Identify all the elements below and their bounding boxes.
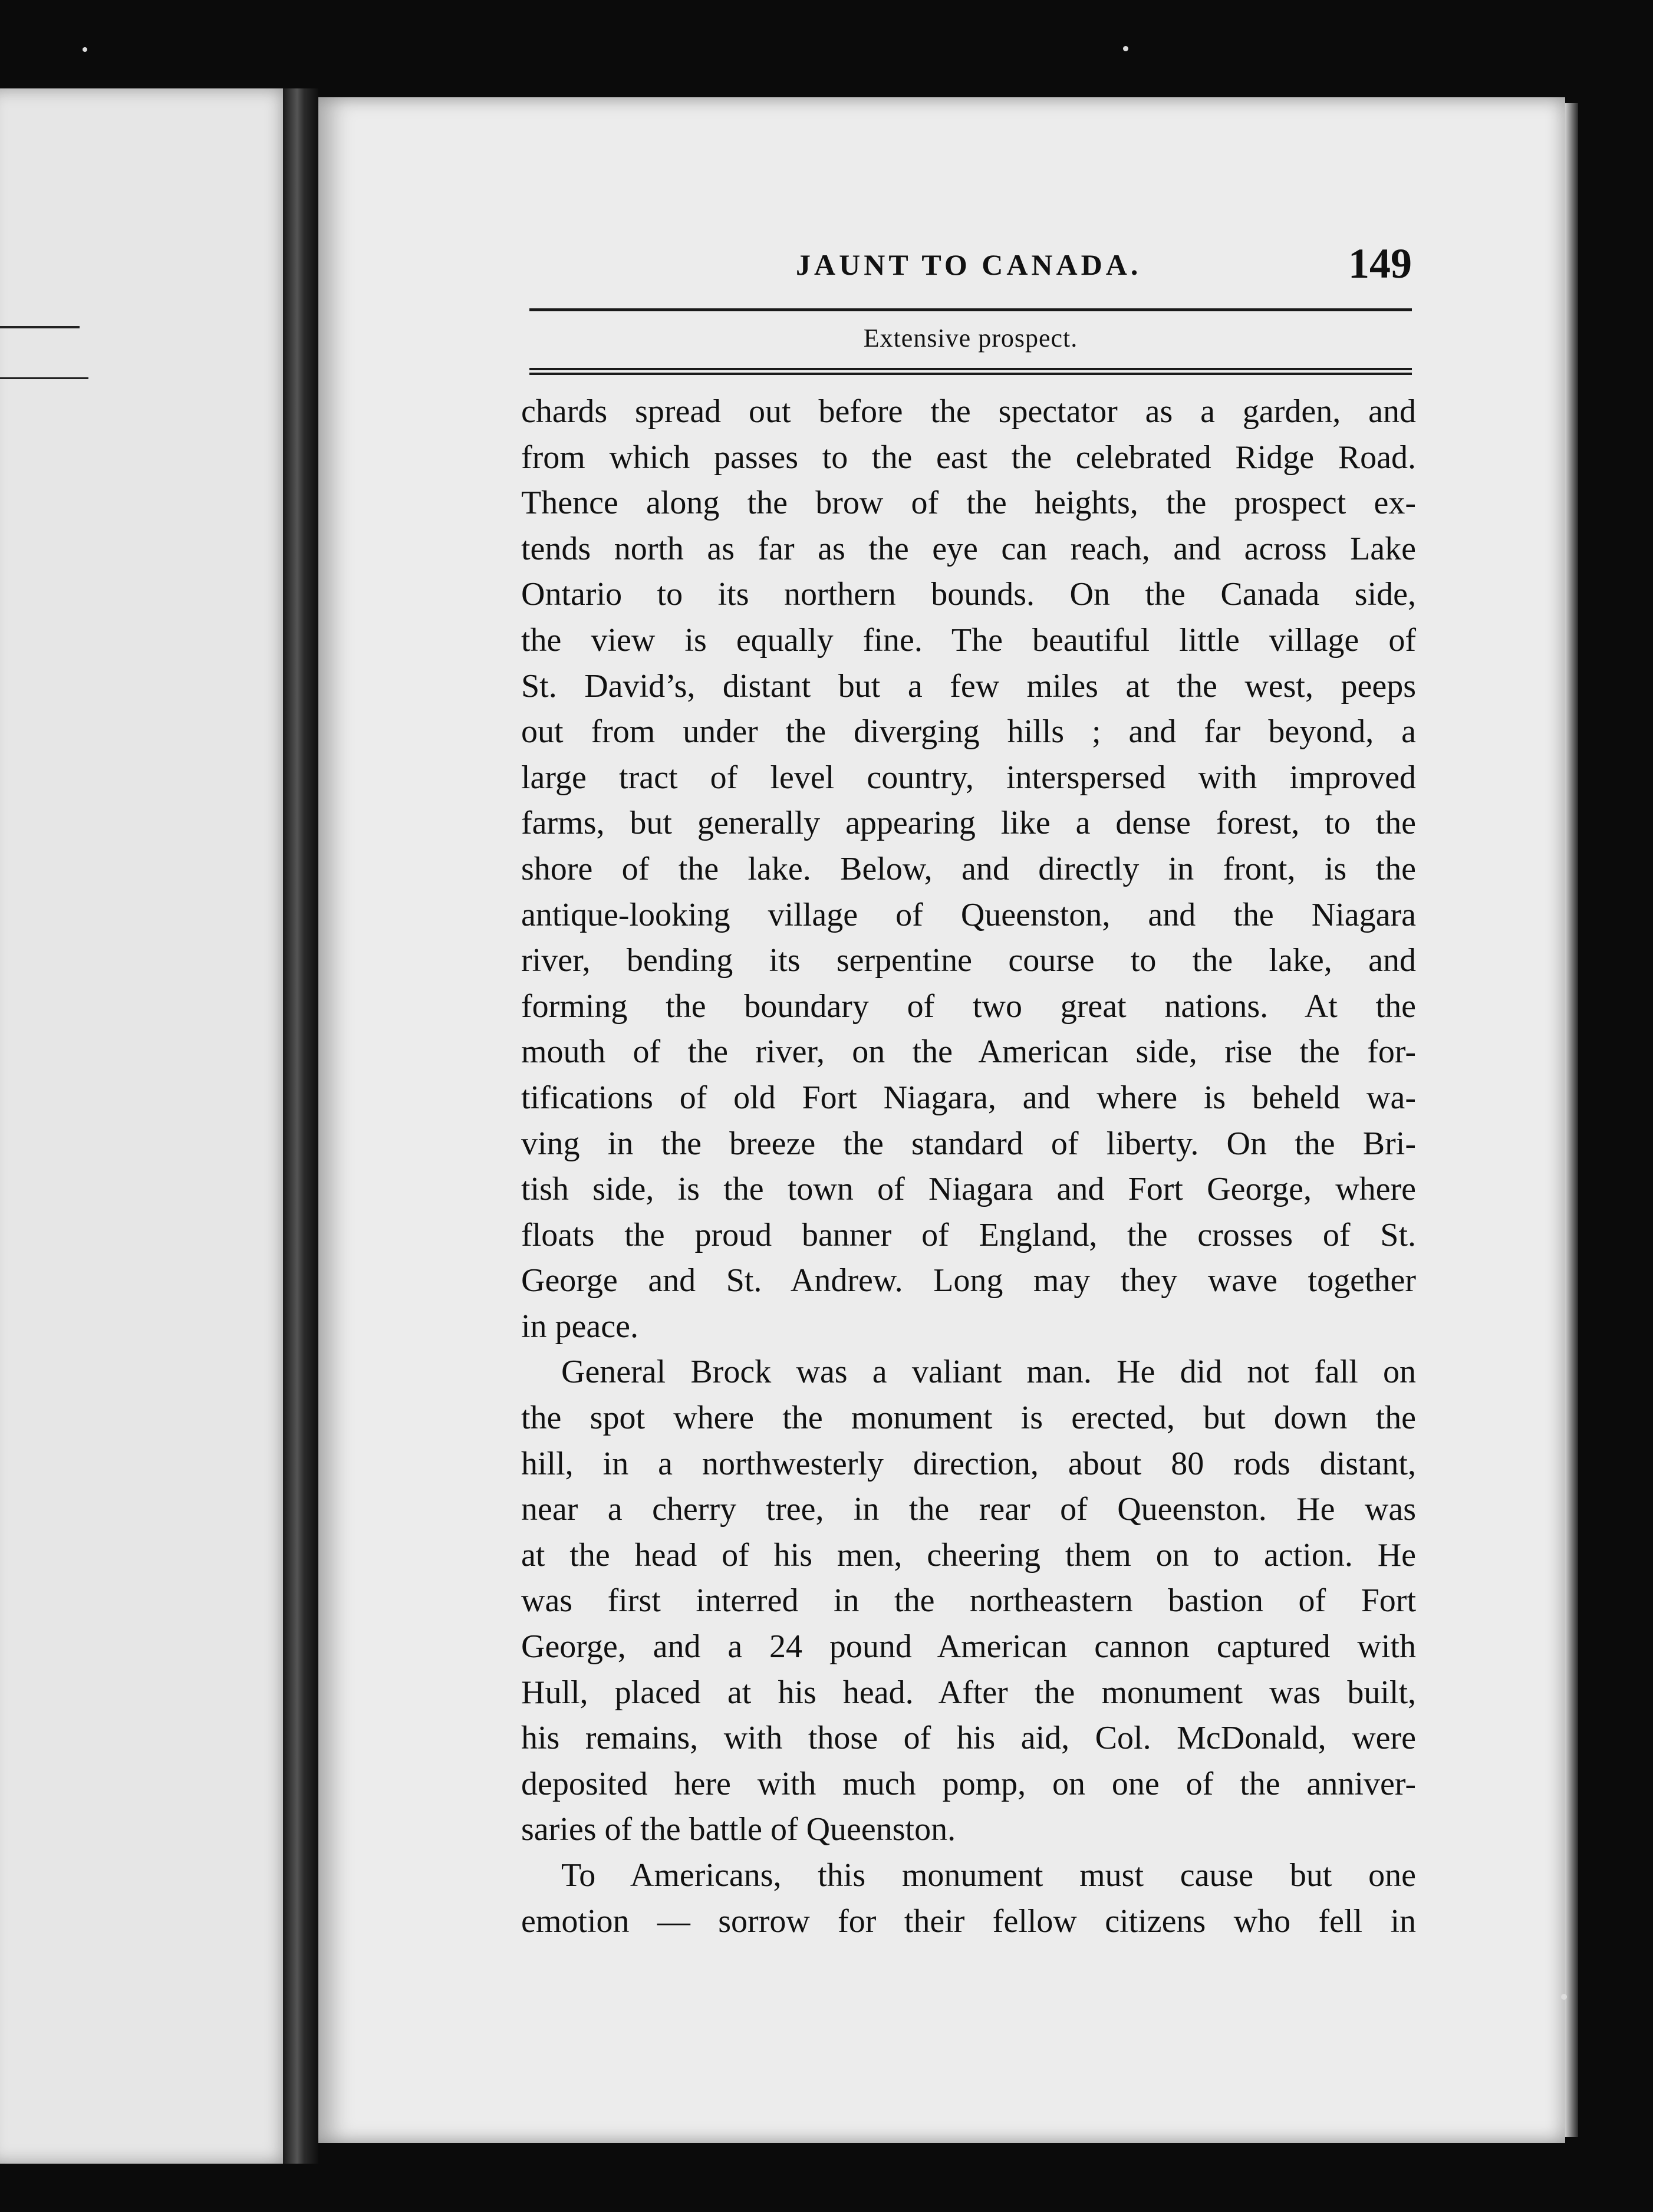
page-speck	[1123, 46, 1128, 51]
text-line: his remains, with those of his aid, Col. McDonald, were	[521, 1720, 1416, 1757]
left-page-text-bottom	[2, 1457, 94, 2006]
text-line: farms, but generally appearing like a dense forest, to the	[521, 805, 1416, 842]
text-line: was first interred in the northeastern bastion of Fort	[521, 1582, 1416, 1620]
text-line: hill, in a northwesterly direction, about 80 rods distant,	[521, 1445, 1416, 1482]
text-line: ving in the breeze the standard of liberty. On the Bri-	[521, 1125, 1416, 1162]
running-head	[519, 242, 1412, 289]
text-line: large tract of level country, interspersed with improved	[521, 759, 1416, 796]
book-gutter	[283, 88, 318, 2164]
text-line: river, bending its serpentine course to the lake, and	[521, 942, 1416, 979]
text-line: Ontario to its northern bounds. On the Canada side,	[521, 576, 1416, 613]
text-line: shore of the lake. Below, and directly in front, is the	[521, 850, 1416, 887]
left-page-rule	[0, 377, 88, 379]
text-line: near a cherry tree, in the rear of Queenston. He was	[521, 1491, 1416, 1528]
text-line: George and St. Andrew. Long may they wave together	[521, 1262, 1416, 1299]
subhead-rule	[529, 368, 1412, 370]
text-line: General Brock was a valiant man. He did not fall on	[561, 1354, 1416, 1391]
text-line: St. David’s, distant but a few miles at the west, peeps	[521, 667, 1416, 705]
text-line: tends north as far as the eye can reach, and across Lake	[521, 530, 1416, 567]
text-line: tish side, is the town of Niagara and Fort George, where	[521, 1171, 1416, 1208]
text-line: forming the boundary of two great nations. At the	[521, 988, 1416, 1025]
text-line: George, and a 24 pound American cannon captured with	[521, 1628, 1416, 1665]
text-line: saries of the battle of Queenston.	[521, 1811, 956, 1848]
text-line: To Americans, this monument must cause but one	[561, 1857, 1416, 1894]
text-line: the spot where the monument is erected, but down the	[521, 1400, 1416, 1437]
text-line: Hull, placed at his head. After the monument was built,	[521, 1674, 1416, 1711]
running-title: JAUNT TO CANADA.	[796, 248, 1142, 281]
paragraph	[521, 1853, 1416, 1944]
text-line: emotion — sorrow for their fellow citizens who fell in	[521, 1902, 1416, 1940]
text-line: tifications of old Fort Niagara, and where is beheld wa-	[521, 1079, 1416, 1116]
text-line: antique-looking village of Queenston, and the Niagara	[521, 896, 1416, 933]
left-page	[0, 88, 295, 2164]
paragraph	[521, 389, 1416, 1349]
left-page-rule	[0, 326, 80, 328]
page-speck	[1561, 1994, 1567, 2000]
text-line: at the head of his men, cheering them on to action. He	[521, 1536, 1416, 1574]
header-rule	[529, 308, 1412, 311]
text-line: in peace.	[521, 1308, 638, 1345]
text-line: chards spread out before the spectator as a garden, and	[521, 393, 1416, 430]
paragraph	[521, 1349, 1416, 1853]
page-number: 149	[1348, 240, 1412, 287]
page-subhead: Extensive prospect.	[863, 324, 1078, 353]
text-line: mouth of the river, on the American side, rise the for-	[521, 1033, 1416, 1071]
page-edge	[1565, 103, 1578, 2137]
text-line: Thence along the brow of the heights, the prospect ex-	[521, 485, 1416, 522]
text-line: floats the proud banner of England, the crosses of St.	[521, 1216, 1416, 1253]
subhead-rule	[529, 373, 1412, 375]
text-line: from which passes to the east the celebrated Ridge Road.	[521, 439, 1416, 476]
left-page-text-top	[13, 399, 94, 948]
text-line: out from under the diverging hills ; and far beyond, a	[521, 713, 1416, 750]
text-line: the view is equally fine. The beautiful little village of	[521, 621, 1416, 659]
page-speck	[83, 47, 87, 52]
text-line: deposited here with much pomp, on one of the anniver-	[521, 1765, 1416, 1802]
body-text	[521, 389, 1416, 1944]
